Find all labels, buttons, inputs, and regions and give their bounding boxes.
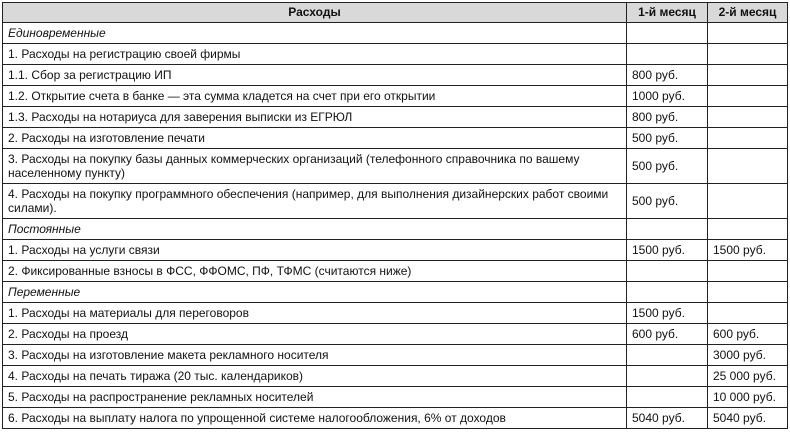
section-row [3, 23, 788, 44]
month-2-value [708, 184, 788, 219]
table-body [3, 23, 788, 429]
month-1-value: 600 руб. [627, 324, 708, 345]
table-row [3, 240, 788, 261]
table-row [3, 261, 788, 282]
expense-label: 3. Расходы на изготовление макета рекламного носителя [3, 345, 627, 366]
month-2-value: 600 руб. [708, 324, 788, 345]
table-row [3, 408, 788, 429]
month-1-value [627, 23, 708, 44]
section-row [3, 219, 788, 240]
expense-label: 4. Расходы на печать тиража (20 тыс. календариков) [3, 366, 627, 387]
month-1-value: 500 руб. [627, 184, 708, 219]
table-row [3, 86, 788, 107]
table-row [3, 149, 788, 184]
month-2-value [708, 128, 788, 149]
header-month-2: 2-й месяц [708, 3, 788, 23]
expense-label: 6. Расходы на выплату налога по упрощенной системе налогообложения, 6% от доходов [3, 408, 627, 429]
month-1-value [627, 219, 708, 240]
expense-label: 2. Расходы на проезд [3, 324, 627, 345]
section-label: Переменные [3, 282, 627, 303]
month-2-value [708, 149, 788, 184]
expense-label: 1. Расходы на материалы для переговоров [3, 303, 627, 324]
header-month-1: 1-й месяц [627, 3, 708, 23]
month-2-value [708, 23, 788, 44]
table-row [3, 44, 788, 65]
header-row [3, 3, 788, 23]
table-row [3, 107, 788, 128]
month-1-value: 800 руб. [627, 65, 708, 86]
month-2-value [708, 65, 788, 86]
month-1-value: 800 руб. [627, 107, 708, 128]
section-label: Постоянные [3, 219, 627, 240]
month-2-value [708, 282, 788, 303]
section-label: Единовременные [3, 23, 627, 44]
table-row [3, 303, 788, 324]
expense-label: 3. Расходы на покупку базы данных коммерческих организаций (телефонного справочника по вашему населенному пункту) [3, 149, 627, 184]
table-row [3, 324, 788, 345]
expense-label: 4. Расходы на покупку программного обеспечения (например, для выполнения дизайнерских работ своими силами). [3, 184, 627, 219]
expense-label: 1.3. Расходы на нотариуса для заверения выписки из ЕГРЮЛ [3, 107, 627, 128]
table-row [3, 345, 788, 366]
table-row [3, 128, 788, 149]
month-2-value [708, 261, 788, 282]
table-row [3, 184, 788, 219]
month-1-value [627, 282, 708, 303]
month-1-value [627, 44, 708, 65]
month-1-value: 500 руб. [627, 149, 708, 184]
month-1-value [627, 366, 708, 387]
month-2-value [708, 44, 788, 65]
expense-label: 2. Фиксированные взносы в ФСС, ФФОМС, ПФ, ТФМС (считаются ниже) [3, 261, 627, 282]
month-1-value: 500 руб. [627, 128, 708, 149]
month-1-value: 1500 руб. [627, 240, 708, 261]
table-header [3, 3, 788, 23]
table-row [3, 366, 788, 387]
month-2-value: 3000 руб. [708, 345, 788, 366]
header-expenses: Расходы [3, 3, 627, 23]
month-2-value: 5040 руб. [708, 408, 788, 429]
expense-label: 1.2. Открытие счета в банке — эта сумма кладется на счет при его открытии [3, 86, 627, 107]
table-row [3, 65, 788, 86]
month-1-value [627, 387, 708, 408]
expense-label: 5. Расходы на распространение рекламных носителей [3, 387, 627, 408]
expense-label: 1. Расходы на услуги связи [3, 240, 627, 261]
month-2-value: 25 000 руб. [708, 366, 788, 387]
month-1-value: 1000 руб. [627, 86, 708, 107]
month-1-value [627, 261, 708, 282]
expense-label: 1. Расходы на регистрацию своей фирмы [3, 44, 627, 65]
month-2-value [708, 107, 788, 128]
month-2-value: 10 000 руб. [708, 387, 788, 408]
section-row [3, 282, 788, 303]
month-1-value: 5040 руб. [627, 408, 708, 429]
month-2-value [708, 219, 788, 240]
expenses-table [2, 2, 788, 429]
table-row [3, 387, 788, 408]
month-1-value: 1500 руб. [627, 303, 708, 324]
expense-label: 1.1. Сбор за регистрацию ИП [3, 65, 627, 86]
month-2-value [708, 86, 788, 107]
month-2-value [708, 303, 788, 324]
month-2-value: 1500 руб. [708, 240, 788, 261]
expense-label: 2. Расходы на изготовление печати [3, 128, 627, 149]
month-1-value [627, 345, 708, 366]
